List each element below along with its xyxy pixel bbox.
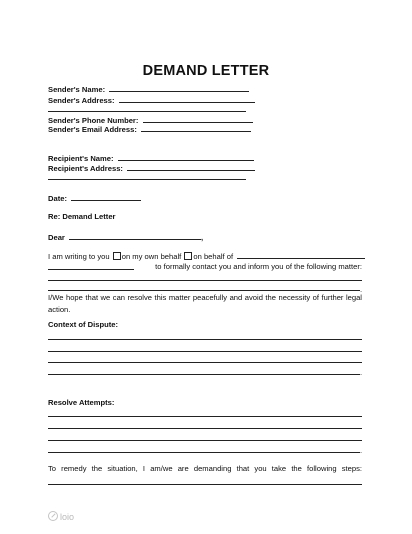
brand-name: loio (60, 512, 75, 522)
loio-logo-icon (48, 511, 58, 521)
sender-address-label: Sender's Address: (48, 96, 115, 105)
own-behalf-label: on my own behalf (121, 252, 182, 261)
salutation-row (48, 232, 203, 242)
matter-period: . (360, 285, 363, 294)
dear-label: Dear (48, 233, 65, 242)
salutation-comma: , (201, 233, 204, 242)
recipient-name-field[interactable] (118, 153, 254, 161)
recipient-address-field[interactable] (127, 163, 255, 171)
remedy-line-1[interactable] (48, 484, 362, 485)
remedy-sentence: To remedy the situation, I am/we are demanding that you take the following steps: (48, 464, 362, 473)
date-row (48, 193, 141, 203)
sender-address-row (48, 95, 255, 105)
behalf-of-checkbox[interactable] (184, 252, 192, 260)
own-behalf-checkbox[interactable] (113, 252, 121, 260)
sender-email-row (48, 124, 251, 134)
context-line-3[interactable] (48, 362, 362, 363)
sender-phone-field[interactable] (143, 115, 253, 123)
date-label: Date: (48, 194, 67, 203)
behalf-of-field-2[interactable] (48, 262, 134, 270)
matter-line-2[interactable] (48, 290, 360, 291)
matter-line-1[interactable] (48, 280, 362, 281)
sender-name-field[interactable] (109, 84, 249, 92)
sender-email-label: Sender's Email Address: (48, 125, 137, 134)
context-line-1[interactable] (48, 339, 362, 340)
intro-text: I am writing to you (48, 252, 110, 261)
behalf-of-field[interactable] (237, 251, 365, 259)
brand-logo (48, 511, 74, 522)
attempts-line-4[interactable] (48, 452, 360, 453)
recipient-name-row (48, 153, 254, 163)
recipient-address-row (48, 163, 255, 173)
date-field[interactable] (71, 193, 141, 201)
recipient-salutation-field[interactable] (69, 232, 204, 242)
context-period: . (360, 368, 363, 377)
context-line-2[interactable] (48, 351, 362, 352)
sender-address-field[interactable] (119, 95, 255, 103)
intro-line-2 (48, 262, 362, 271)
recipient-address-label: Recipient's Address: (48, 164, 123, 173)
recipient-name-label: Recipient's Name: (48, 154, 114, 163)
sender-name-row (48, 84, 249, 94)
behalf-of-label: on behalf of (193, 252, 234, 261)
attempts-line-2[interactable] (48, 428, 362, 429)
context-heading: Context of Dispute: (48, 320, 119, 329)
sender-email-field[interactable] (141, 124, 251, 132)
context-line-4[interactable] (48, 374, 360, 375)
attempts-line-3[interactable] (48, 440, 362, 441)
sender-phone-label: Sender's Phone Number: (48, 116, 139, 125)
document-title: DEMAND LETTER (142, 63, 270, 79)
sender-address-field-2[interactable] (48, 111, 246, 112)
attempts-line-1[interactable] (48, 416, 362, 417)
recipient-address-field-2[interactable] (48, 179, 246, 180)
sender-name-label: Sender's Name: (48, 85, 106, 94)
intro-text-2: to formally contact you and inform you of the following matter: (155, 262, 362, 271)
attempts-period: . (360, 446, 363, 455)
intro-line-1 (48, 251, 365, 261)
attempts-heading: Resolve Attempts: (48, 398, 115, 407)
resolve-paragraph: I/We hope that we can resolve this matter peacefully and avoid the necessity of further legal action. (48, 293, 362, 314)
re-line: Re: Demand Letter (48, 212, 116, 221)
